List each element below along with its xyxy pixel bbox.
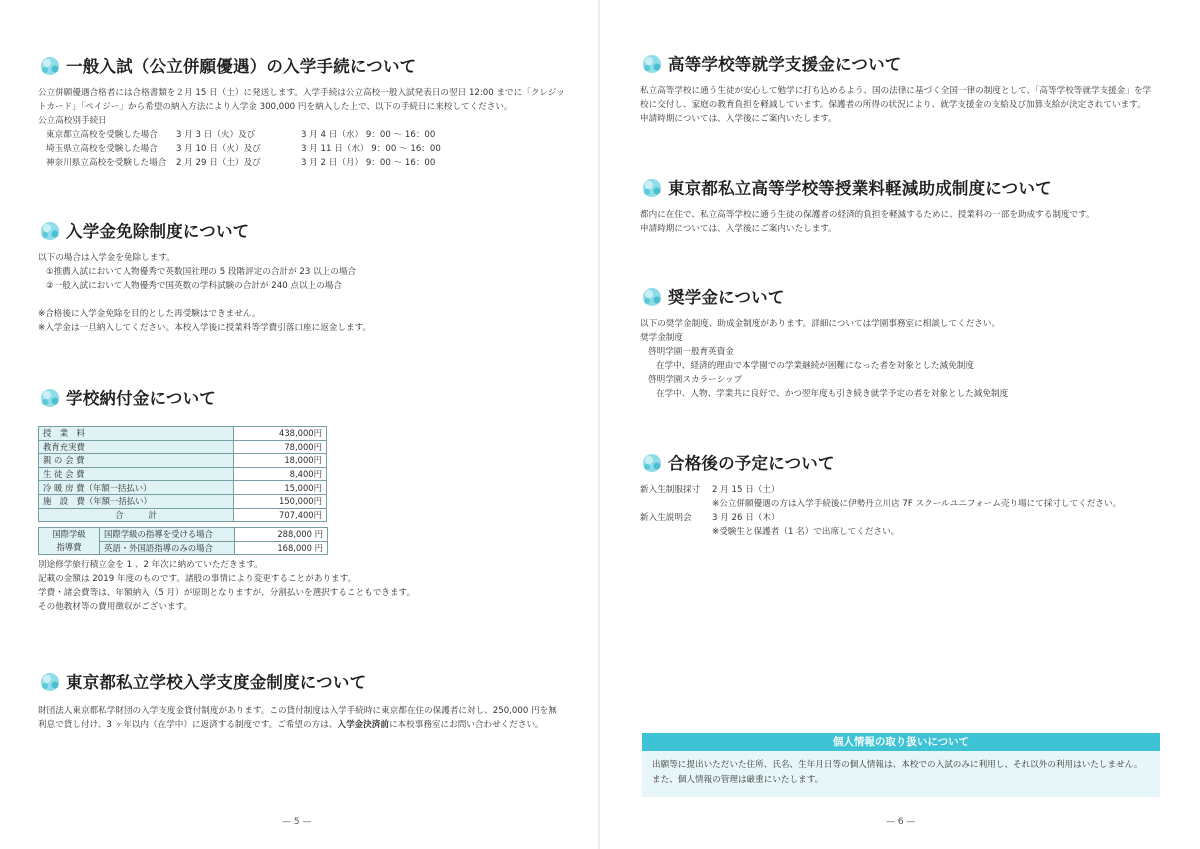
- privacy-notice-box: [642, 733, 1160, 797]
- body-line: 在学中、人物、学業共に良好で、かつ翌年度も引き続き就学予定の者を対象とした減免制度: [656, 389, 1009, 399]
- body-line: ※入学金は一旦納入してください。本校入学後に授業料等学費引落口座に返金します。: [38, 323, 372, 333]
- note-line: その他教材等の費用徴収がございます。: [38, 602, 193, 613]
- section-fee-exemption: [38, 215, 371, 335]
- section-heading: [38, 215, 371, 245]
- note-line: 別途修学旅行積立金を 1 、2 年次に納めていただきます。: [38, 560, 263, 571]
- bubble-icon: [640, 284, 664, 308]
- bubble-icon: [640, 450, 664, 474]
- section-title: 奨学金について: [668, 288, 785, 307]
- table-row: [39, 528, 328, 542]
- body-line: 以下の場合は入学金を免除します。: [38, 253, 175, 263]
- section-title: 高等学校等就学支援金について: [668, 55, 902, 74]
- fee-label: 施 設 費（年額一括払い）: [39, 494, 234, 508]
- body-line: 奨学金制度: [640, 333, 683, 343]
- schedule-label: 新入生制服採寸: [640, 485, 701, 495]
- fee-value: 8,400円: [234, 467, 327, 481]
- group-label-line-2: 指導費: [56, 542, 82, 553]
- section-heading: [640, 48, 1151, 78]
- body-line: 都内に在住で、私立高等学校に通う生徒の保護者の経済的負担を軽減するために、授業料の一部を助成する制度です。: [640, 210, 1095, 220]
- body-line: 在学中、経済的理由で本学園での学業継続が困難になった者を対象とした減免制度: [656, 361, 974, 371]
- schedule-date: 3 月 3 日（火）及び: [176, 130, 256, 140]
- table-row: [39, 427, 327, 441]
- schedule-date: 3 月 26 日（木）: [712, 513, 780, 523]
- note-line: 記載の金額は 2019 年度のものです。諸般の事情により変更することがあります。: [38, 574, 357, 585]
- schedule-date: 2 月 15 日（土）: [712, 485, 780, 495]
- table-row-total: [39, 508, 327, 522]
- fee-value: 18,000円: [234, 454, 327, 468]
- body-line: 啓明学園一般育英資金: [648, 347, 734, 357]
- schedule-label: 神奈川県立高校を受験した場合: [46, 158, 167, 168]
- section-heading: [38, 382, 415, 412]
- fee-value: 168,000 円: [235, 541, 328, 555]
- bubble-icon: [38, 218, 62, 242]
- table-row: [39, 481, 327, 495]
- schedule-note: ※公立併願優遇の方は入学手続後に伊勢丹立川店 7F スクールユニフォーム売り場にて採寸してください。: [712, 499, 1122, 509]
- schedule-date: 3 月 11 日（水） 9：00 〜 16：00: [301, 144, 441, 154]
- body-line: 啓明学園スカラーシップ: [648, 375, 743, 385]
- fee-value: 150,000円: [234, 494, 327, 508]
- schedule-row: [38, 156, 565, 170]
- schedule-date: 3 月 2 日（月） 9：00 〜 16：00: [301, 158, 436, 168]
- body-line: 財団法人東京都私学財団の入学支度金貸付制度があります。この貸付制度は入学手続時に東京都在住の保護者に対し、250,000 円を無: [38, 706, 557, 716]
- international-fee-table: [38, 527, 328, 555]
- schedule-label: 新入生説明会: [640, 513, 692, 523]
- schedule-row: [38, 142, 565, 156]
- fee-value: 707,400円: [234, 508, 327, 522]
- fee-table: [38, 426, 327, 522]
- fee-label: 合 計: [39, 508, 234, 522]
- section-title: 入学金免除制度について: [66, 222, 250, 241]
- body-text: に本校事務室にお問い合わせください。: [388, 720, 544, 730]
- bubble-icon: [38, 385, 62, 409]
- section-scholarship: [640, 281, 1008, 401]
- page-number: — 5 —: [282, 817, 312, 827]
- table-row: [39, 494, 327, 508]
- section-title: 東京都私立学校入学支度金制度について: [66, 673, 367, 692]
- section-title: 一般入試（公立併願優遇）の入学手続について: [66, 57, 417, 76]
- bubble-icon: [640, 51, 664, 75]
- fee-label: 英語・外国語指導のみの場合: [100, 541, 235, 555]
- table-row: [39, 440, 327, 454]
- body-line: [38, 718, 557, 732]
- bubble-icon: [38, 669, 62, 693]
- body-line: トカード」「ペイジー」から希望の納入方法により入学金 300,000 円を納入した上で、以下の手続日に来校してください。: [38, 102, 513, 112]
- fee-value: 15,000円: [234, 481, 327, 495]
- section-admission-loan: [38, 666, 557, 732]
- privacy-title: 個人情報の取り扱いについて: [642, 733, 1160, 751]
- page-number: — 6 —: [886, 817, 916, 827]
- fee-label: 教育充実費: [39, 440, 234, 454]
- fee-label: 授 業 料: [39, 427, 234, 441]
- section-tuition-support: [640, 48, 1151, 126]
- body-line: 以下の奨学金制度、助成金制度があります。詳細については学園事務室に相談してください。: [640, 319, 1001, 329]
- body-line: ①推薦入試において人物優秀で英数国社理の 5 段階評定の合計が 23 以上の場合: [46, 267, 357, 277]
- body-line: 公立高校別手続日: [38, 116, 107, 126]
- section-title: 合格後の予定について: [668, 454, 835, 473]
- section-post-acceptance: [640, 447, 1121, 539]
- international-group-label: [39, 528, 100, 555]
- schedule-row: [38, 128, 565, 142]
- table-row: [39, 454, 327, 468]
- body-line: 校に交付し、家庭の教育負担を軽減しています。保護者の所得の状況により、就学支援金の支給及び加算支給が決定されています。: [640, 100, 1146, 110]
- fee-value: 438,000円: [234, 427, 327, 441]
- section-title: 東京都私立高等学校等授業料軽減助成制度について: [668, 179, 1052, 198]
- schedule-date: 3 月 10 日（火）及び: [176, 144, 261, 154]
- privacy-line: 出願等に提出いただいた住所、氏名、生年月日等の個人情報は、本校での入試のみに利用し、それ以外の利用はいたしません。: [652, 760, 1143, 770]
- body-line: ※合格後に入学金免除を目的とした再受験はできません。: [38, 309, 261, 319]
- group-label-line-1: 国際学級: [52, 529, 86, 540]
- body-line: [38, 293, 371, 307]
- note-line: 学費・諸会費等は、年額納入（5 月）が原則となりますが、分割払いを選択することもできます。: [38, 588, 416, 599]
- section-general-entrance: [38, 50, 565, 170]
- section-heading: [38, 50, 565, 80]
- section-school-fees: [38, 382, 415, 614]
- body-line: 私立高等学校に通う生徒が安心して勉学に打ち込めるよう、国の法律に基づく全国一律の制度として、「高等学校等就学支援金」を学: [640, 86, 1152, 96]
- body-text: 利息で貸し付け、3 ヶ年以内（在学中）に返済する制度です。ご希望の方は、: [38, 720, 338, 730]
- body-line: 申請時期については、入学後にご案内いたします。: [640, 114, 837, 124]
- schedule-note: ※受験生と保護者（1 名）で出席してください。: [712, 527, 900, 537]
- section-heading: [640, 172, 1095, 202]
- schedule-row: [640, 511, 1121, 525]
- procedure-schedule: [38, 128, 565, 170]
- fee-label: 冷 暖 房 費（年額一括払い）: [39, 481, 234, 495]
- page-6: [600, 0, 1200, 849]
- body-line: 公立併願優遇合格者には合格書類を２月 15 日（土）に発送します。入学手続は公立高校一般入試発表日の翌日 12:00 までに「クレジッ: [38, 88, 565, 98]
- section-title: 学校納付金について: [66, 389, 216, 408]
- schedule-label: 東京都立高校を受験した場合: [46, 130, 158, 140]
- schedule-label: 埼玉県立高校を受験した場合: [46, 144, 158, 154]
- section-heading: [640, 447, 1121, 477]
- fee-value: 78,000円: [234, 440, 327, 454]
- body-line: ②一般入試において人物優秀で国英数の学科試験の合計が 240 点以上の場合: [46, 281, 342, 291]
- fee-label: 親 の 会 費: [39, 454, 234, 468]
- fee-value: 288,000 円: [235, 528, 328, 542]
- table-row: [39, 467, 327, 481]
- schedule-date: 2 月 29 日（土）及び: [176, 158, 261, 168]
- schedule-date: 3 月 4 日（水） 9：00 〜 16：00: [301, 130, 436, 140]
- body-line: 申請時期については、入学後にご案内いたします。: [640, 224, 837, 234]
- fee-label: 国際学級の指導を受ける場合: [100, 528, 235, 542]
- bubble-icon: [640, 175, 664, 199]
- section-tokyo-tuition-aid: [640, 172, 1095, 236]
- fee-label: 生 徒 会 費: [39, 467, 234, 481]
- emphasis-text: 入学金決済前: [337, 720, 389, 730]
- section-heading: [640, 281, 1008, 311]
- section-heading: [38, 666, 557, 696]
- schedule-row: [640, 483, 1121, 497]
- bubble-icon: [38, 53, 62, 77]
- privacy-line: また、個人情報の管理は厳重にいたします。: [652, 775, 824, 785]
